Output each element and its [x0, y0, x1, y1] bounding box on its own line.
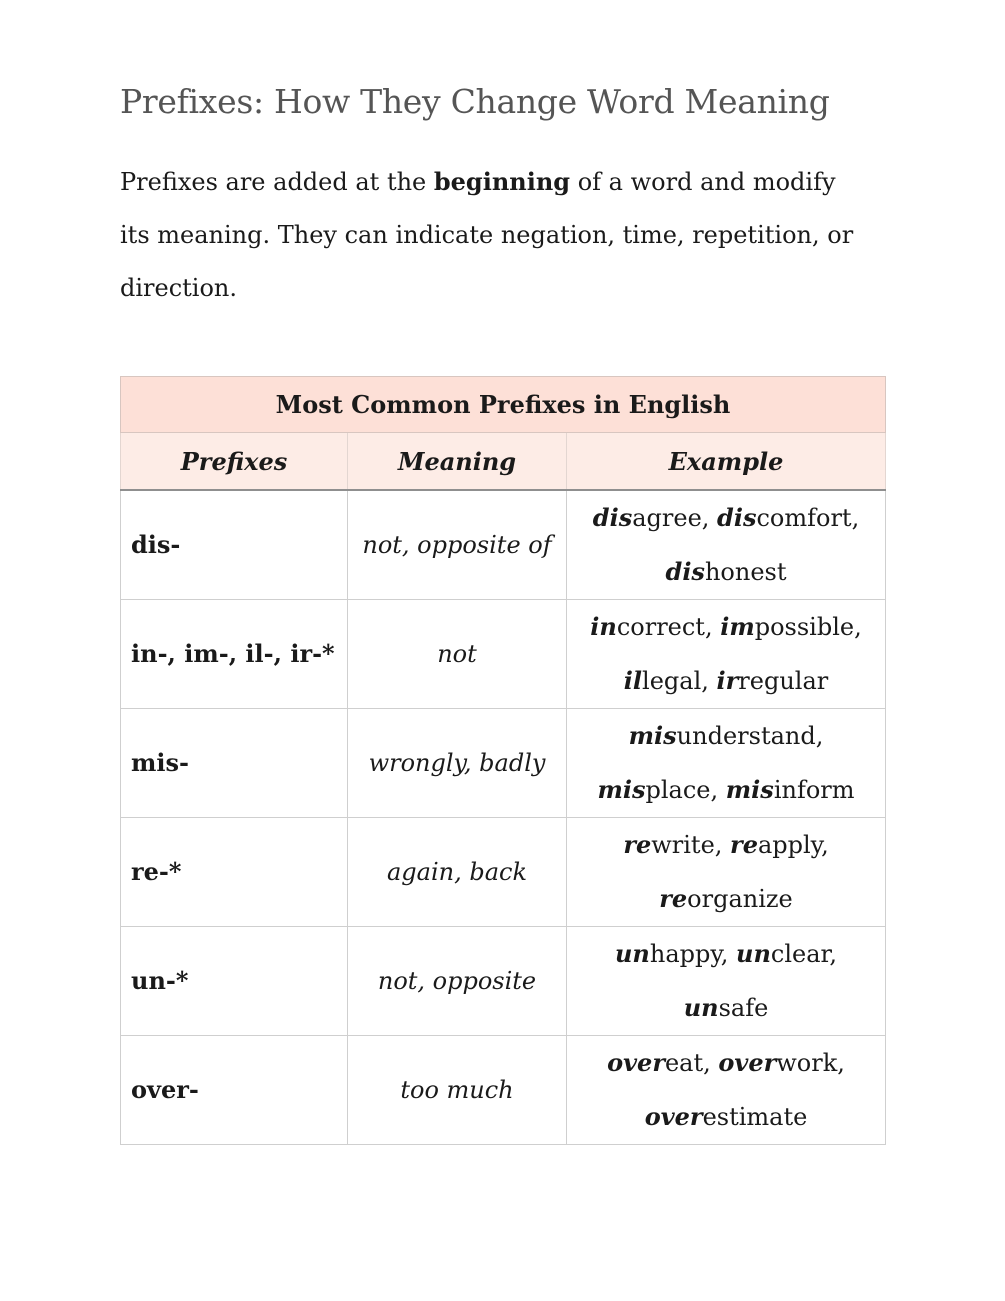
example-word — [645, 1103, 808, 1131]
example-root: correct — [616, 613, 705, 641]
table-caption: Most Common Prefixes in English — [121, 377, 886, 433]
example-separator: , — [703, 1049, 719, 1077]
meaning-cell: wrongly, badly — [348, 709, 567, 818]
prefix-cell: over- — [121, 1036, 348, 1145]
example-separator: , — [714, 831, 731, 859]
column-header-example: Example — [567, 433, 886, 491]
example-root: apply — [757, 831, 822, 859]
table-row — [121, 1036, 886, 1145]
example-root: clear — [770, 940, 830, 968]
example-separator: , — [837, 1049, 845, 1077]
table-row — [121, 490, 886, 600]
example-separator: , — [821, 831, 829, 859]
example-word — [629, 722, 824, 750]
example-word — [718, 1049, 845, 1077]
example-root: honest — [704, 558, 787, 586]
example-cell — [567, 927, 886, 1036]
example-word — [659, 885, 793, 913]
table-row — [121, 927, 886, 1036]
example-prefix: ir — [716, 666, 739, 695]
table-row — [121, 818, 886, 927]
page-title: Prefixes: How They Change Word Meaning — [120, 82, 830, 121]
example-prefix: mis — [628, 721, 677, 750]
example-prefix: re — [730, 830, 758, 859]
table-row — [121, 600, 886, 709]
example-prefix: im — [720, 612, 755, 641]
meaning-cell: too much — [348, 1036, 567, 1145]
meaning-cell: again, back — [348, 818, 567, 927]
example-prefix: over — [644, 1102, 703, 1131]
example-root: agree — [632, 504, 702, 532]
example-prefix: mis — [725, 775, 774, 804]
example-prefix: in — [590, 612, 617, 641]
example-root: organize — [687, 885, 793, 913]
example-word — [597, 776, 725, 804]
example-root: place — [645, 776, 711, 804]
example-separator: , — [701, 504, 718, 532]
example-separator: , — [710, 776, 726, 804]
example-cell — [567, 1036, 886, 1145]
example-word — [684, 994, 769, 1022]
example-separator: , — [829, 940, 838, 968]
example-prefix: dis — [665, 557, 705, 586]
table-row — [121, 709, 886, 818]
example-prefix: un — [736, 939, 771, 968]
example-separator: , — [701, 667, 717, 695]
example-word — [730, 831, 829, 859]
intro-text-end: of a word and modify its meaning. They can indicate negation, time, repetition, or direction. — [120, 168, 854, 302]
example-word — [593, 504, 717, 532]
column-header-prefixes: Prefixes — [121, 433, 348, 491]
example-word — [615, 940, 736, 968]
example-prefix: dis — [717, 503, 757, 532]
example-word — [726, 776, 855, 804]
example-word — [666, 558, 787, 586]
example-prefix: re — [659, 884, 688, 913]
example-word — [717, 667, 829, 695]
example-root: understand — [676, 722, 816, 750]
table-caption-row — [121, 377, 886, 433]
example-cell — [567, 600, 886, 709]
example-separator: , — [851, 504, 860, 532]
column-header-meaning: Meaning — [348, 433, 567, 491]
intro-paragraph — [120, 155, 860, 315]
prefix-cell: re-* — [121, 818, 348, 927]
example-root: safe — [718, 994, 769, 1022]
example-root: estimate — [702, 1103, 808, 1131]
example-word — [623, 831, 730, 859]
example-cell — [567, 818, 886, 927]
example-prefix: re — [623, 830, 652, 859]
example-word — [717, 504, 859, 532]
example-separator: , — [815, 722, 824, 750]
example-separator: , — [704, 613, 721, 641]
example-cell — [567, 490, 886, 600]
meaning-cell: not — [348, 600, 567, 709]
example-root: possible — [754, 613, 855, 641]
example-word — [720, 613, 862, 641]
example-prefix: over — [718, 1048, 777, 1077]
prefix-cell: in-, im-, il-, ir-* — [121, 600, 348, 709]
example-separator: , — [854, 613, 862, 641]
example-root: inform — [773, 776, 855, 804]
prefix-cell: mis- — [121, 709, 348, 818]
example-word — [590, 613, 720, 641]
prefix-cell: dis- — [121, 490, 348, 600]
example-prefix: il — [623, 666, 643, 695]
example-prefix: mis — [597, 775, 646, 804]
prefix-cell: un-* — [121, 927, 348, 1036]
meaning-cell: not, opposite of — [348, 490, 567, 600]
intro-text-start: Prefixes are added at the — [120, 168, 434, 196]
example-root: legal — [642, 667, 702, 695]
prefix-table — [120, 376, 886, 1145]
table-header-row — [121, 433, 886, 491]
intro-bold-word: beginning — [433, 167, 571, 196]
example-word — [736, 940, 837, 968]
table-body — [121, 490, 886, 1145]
example-word — [607, 1049, 718, 1077]
example-prefix: un — [683, 993, 719, 1022]
example-root: comfort — [756, 504, 852, 532]
example-root: eat — [664, 1049, 704, 1077]
example-prefix: dis — [592, 503, 633, 532]
example-root: happy — [649, 940, 721, 968]
meaning-cell: not, opposite — [348, 927, 567, 1036]
example-root: work — [776, 1049, 838, 1077]
example-cell — [567, 709, 886, 818]
example-prefix: un — [614, 939, 650, 968]
example-root: regular — [738, 667, 829, 695]
example-prefix: over — [607, 1048, 665, 1077]
example-root: write — [651, 831, 715, 859]
example-word — [624, 667, 717, 695]
example-separator: , — [720, 940, 737, 968]
